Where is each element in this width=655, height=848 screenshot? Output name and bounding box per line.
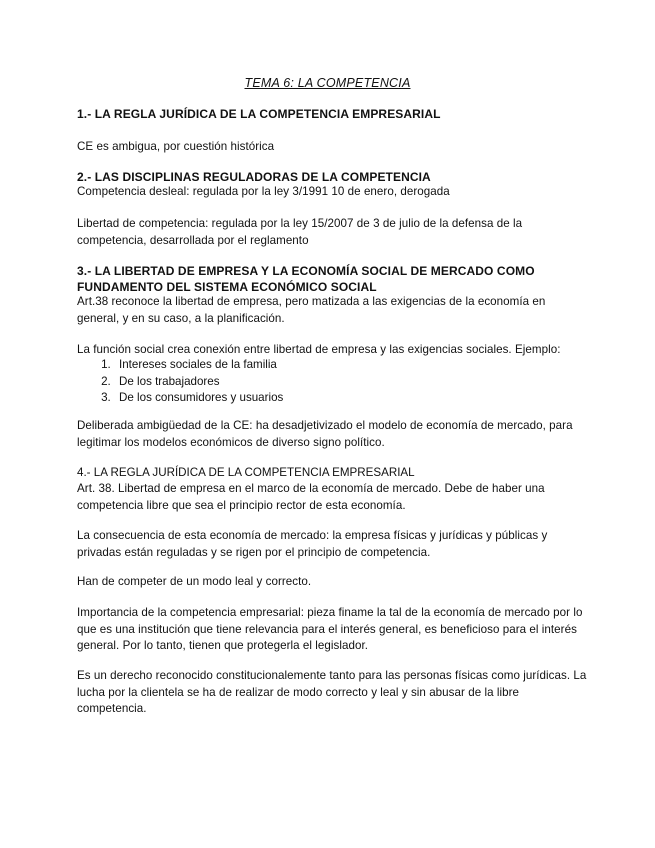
section-3-heading: 3.- LA LIBERTAD DE EMPRESA Y LA ECONOMÍA SOCIAL DE MERCADO COMO FUNDAMENTO DEL SISTEMA ECONÓMICO SOCIAL (77, 264, 535, 294)
section-3-paragraph-2: La función social crea conexión entre libertad de empresa y las exigencias sociales. Ejemplo: (77, 343, 561, 356)
document-title: TEMA 6: LA COMPETENCIA (244, 76, 411, 90)
section-2-paragraph-2: Libertad de competencia: regulada por la ley 15/2007 de 3 de julio de la defensa de la competencia, desarrollada por el reglamento (77, 217, 523, 247)
section-4-paragraph-4: Importancia de la competencia empresarial: pieza finame la tal de la economía de mercado por lo que es una institución que tiene relevancia para el interés general, es beneficioso para el interés general. Por lo tanto, tienen que protegerla el legislador. (77, 606, 583, 652)
section-2-paragraph-1: Competencia desleal: regulada por la ley 3/1991 10 de enero, derogada (77, 185, 450, 198)
section-4-paragraph-3: Han de competer de un modo leal y correcto. (77, 575, 312, 588)
section-4-paragraph-5: Es un derecho reconocido constitucionalemente tanto para las personas físicas como jurídicas. La lucha por la clientela se ha de realizar de modo correcto y leal y sin abusar de la libre competencia. (77, 669, 587, 715)
section-4-paragraph-2: La consecuencia de esta economía de mercado: la empresa físicas y jurídicas y públicas y privadas están reguladas y se rigen por el principio de competencia. (77, 529, 548, 559)
section-4-heading: 4.- LA REGLA JURÍDICA DE LA COMPETENCIA EMPRESARIAL (77, 466, 415, 479)
section-3-list (77, 357, 283, 407)
section-3-paragraph-1: Art.38 reconoce la libertad de empresa, pero matizada a las exigencias de la economía en general, y en su caso, a la planificación. (77, 295, 546, 325)
section-1-heading: 1.- LA REGLA JURÍDICA DE LA COMPETENCIA EMPRESARIAL (77, 107, 441, 121)
list-item: 2. De los trabajadores (114, 374, 283, 391)
section-1-paragraph-1: CE es ambigua, por cuestión histórica (77, 140, 275, 153)
section-3-paragraph-3: Deliberada ambigüedad de la CE: ha desadjetivizado el modelo de economía de mercado, para legitimar los modelos económicos de diverso signo político. (77, 419, 573, 449)
list-item: 3. De los consumidores y usuarios (114, 390, 283, 407)
list-item: 1. Intereses sociales de la familia (114, 357, 283, 374)
section-4-paragraph-1: Art. 38. Libertad de empresa en el marco de la economía de mercado. Debe de haber una competencia libre que sea el principio rector de esta economía. (77, 482, 545, 512)
section-2-heading: 2.- LAS DISCIPLINAS REGULADORAS DE LA COMPETENCIA (77, 170, 431, 184)
